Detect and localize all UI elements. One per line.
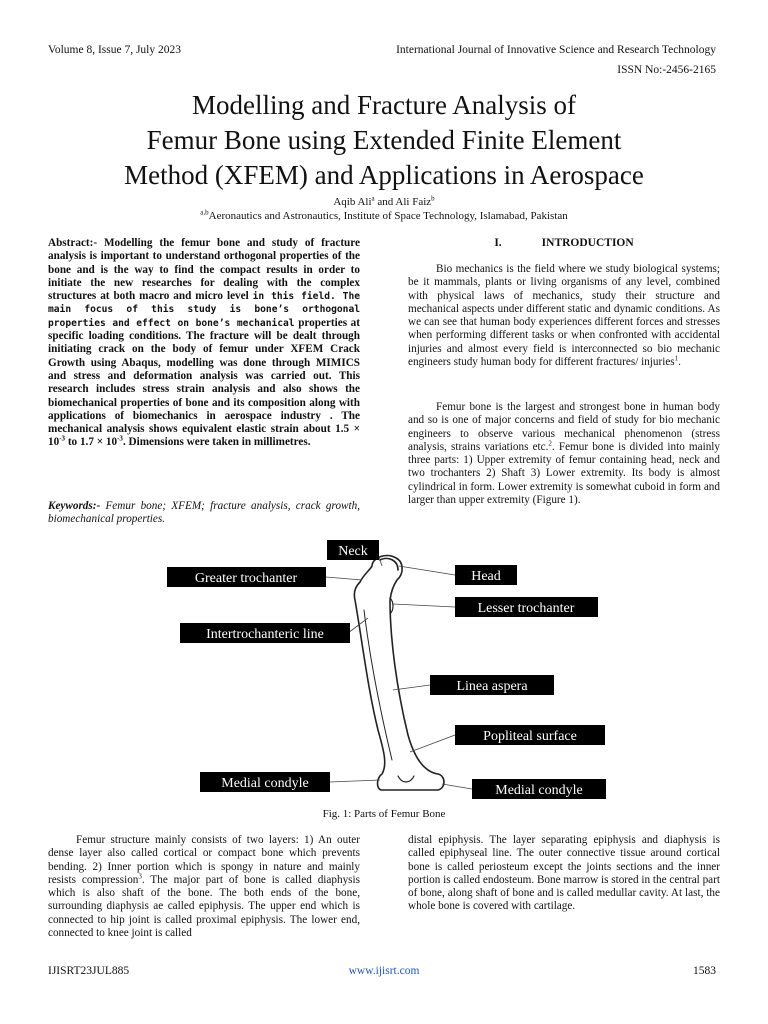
intro-p1-end: . <box>678 356 681 369</box>
section-heading-introduction <box>408 237 720 249</box>
intro-paragraph-1 <box>408 263 720 369</box>
label-intertrochanteric-line <box>180 623 350 643</box>
label-greater-trochanter-text: Greater trochanter <box>194 571 298 586</box>
leader-lines <box>326 554 472 789</box>
abstract-label: Abstract:- <box>48 237 98 249</box>
journal-name: International Journal of Innovative Science and Research Technology <box>396 44 716 56</box>
authors <box>0 196 768 208</box>
strain-to: to <box>65 436 80 449</box>
intro-paragraph-2 <box>408 401 720 507</box>
intro-p2-text-b: . Femur bone is divided into mainly three parts: 1) Upper extremity of femur containing head, neck and two trochanters 2) Shaft 3) Lower extremity. Its body is almost cylindrical in form. Lower extremity is somewhat cuboid in form and larger than upper extremity (Figure 1). <box>408 440 720 507</box>
keywords-label: Keywords:- <box>48 500 101 512</box>
label-linea-aspera <box>430 675 554 695</box>
label-head-text: Head <box>471 569 501 584</box>
label-popliteal-surface <box>455 725 605 745</box>
body-left-text-a: Femur structure mainly consists of two layers: 1) An outer dense layer also called cortical or compact bone which prevents bending. 2) Inner portion which is spongy in nature and mainly resists compression <box>48 834 360 886</box>
leader-greater-trochanter <box>326 577 362 580</box>
label-greater-trochanter <box>167 567 326 587</box>
label-medial-condyle-right-text: Medial condyle <box>495 783 583 798</box>
author-2: Ali Faiz <box>395 196 432 208</box>
affiliation <box>0 210 768 222</box>
label-medial-condyle-left <box>200 772 330 792</box>
leader-medial-condyle-left <box>330 780 380 782</box>
leader-medial-condyle-right <box>442 784 472 789</box>
affiliation-text: Aeronautics and Astronautics, Institute of Space Technology, Islamabad, Pakistan <box>208 210 568 222</box>
title-line-1: Modelling and Fracture Analysis of <box>192 90 576 120</box>
leader-popliteal-surface <box>410 735 455 752</box>
intro-p2-text-a: Femur bone is the largest and strongest bone in human body and so is one of major concerns and field of study for bio mechanic engineers to observe various mechanical phenomenon (stress analysis, strains variations etc. <box>408 401 720 453</box>
body-paragraph-right: distal epiphysis. The layer separating epiphysis and diaphysis is called epiphyseal line. The outer connective tissue around cortical bone is called periosteum except the joints sections and the inner portion is called endosteum. Bone marrow is stored in the central part of bone, along shaft of bone and is called medullar cavity. At last, the whole bone is covered with cartilage. <box>408 834 720 913</box>
label-lesser-trochanter <box>455 597 598 617</box>
label-linea-aspera-text: Linea aspera <box>456 679 528 694</box>
label-popliteal-surface-text: Popliteal surface <box>483 729 577 744</box>
label-medial-condyle-right <box>472 779 606 799</box>
figure-caption: Fig. 1: Parts of Femur Bone <box>322 808 446 820</box>
title-line-3: Method (XFEM) and Applications in Aerospace <box>124 160 644 190</box>
volume-info: Volume 8, Issue 7, July 2023 <box>48 44 181 56</box>
femur-outline <box>354 556 444 790</box>
author-2-sup: b <box>431 194 435 203</box>
abstract-part-1: Modelling the femur bone and study of fracture analysis is important to understand orthogonal properties of the bone and is the way to find the compact results in order to initiate the new researches for dealing with the complex structures at both macro and micro level <box>48 237 360 303</box>
intro-p1-text: Bio mechanics is the field where we study biological systems; be it mammals, plants or living organisms of any level, combined with physical laws of mechanics, study their structure and mechanical aspects under different static and dynamic conditions. As we can see that human body experiences different forces and stresses when performing different tasks or when confronted with accidental injuries and almost every field is interconnected so bio mechanic engineers study human body for different fractures/ injuries <box>408 263 720 369</box>
abstract-part-2: properties at specific loading conditions. The fracture will be dealt through initiating crack on the body of femur under XFEM Crack Growth using Abaqus, modelling was done through MIMICS and stress and deformation analysis was carried out. This research includes stress strain analysis and also shows the biomechanical properties of bone and its composition along with applications of biomechanics in aerospace industry . The mechanical analysis shows equivalent elastic strain about <box>48 316 360 436</box>
title-line-2: Femur Bone using Extended Finite Element <box>146 125 622 155</box>
label-intertrochanteric-line-text: Intertrochanteric line <box>206 627 324 642</box>
body-left-ref: 3 <box>138 872 142 881</box>
author-1: Aqib Ali <box>333 196 372 208</box>
body-paragraph-left <box>48 834 360 940</box>
keywords-text: Femur bone; XFEM; fracture analysis, crack growth, biomechanical properties. <box>48 500 360 526</box>
femur-figure <box>160 532 620 804</box>
figure-labels <box>167 540 606 799</box>
section-title: INTRODUCTION <box>541 237 634 249</box>
leader-lesser-trochanter <box>393 604 455 607</box>
footer-website-link[interactable]: www.ijisrt.com <box>348 965 420 977</box>
footer-article-id: IJISRT23JUL885 <box>48 965 130 977</box>
strain-a: 1.5 × 10 <box>48 423 361 449</box>
strain-b: 1.7 × 10 <box>79 436 118 449</box>
intro-p1-ref: 1 <box>674 354 679 363</box>
section-number: I. <box>494 237 502 249</box>
femur-condyle-notch <box>398 776 414 782</box>
femur-head <box>380 558 398 570</box>
label-head <box>455 565 517 585</box>
label-lesser-trochanter-text: Lesser trochanter <box>477 601 575 616</box>
label-medial-condyle-left-text: Medial condyle <box>221 776 309 791</box>
affiliation-sup: a,b <box>200 208 209 217</box>
keywords <box>48 500 360 527</box>
femur-bone-drawing <box>354 556 444 790</box>
label-neck <box>327 540 379 560</box>
abstract-part-mono: in this field. The main focus of this study is bone’s orthogonal properties and effect on bone’s mechanical <box>48 291 361 329</box>
abstract-part-3: . Dimensions were taken in millimetres. <box>122 436 311 449</box>
intro-p2-ref: 2 <box>548 439 552 448</box>
footer-page-number: 1583 <box>693 965 716 977</box>
abstract <box>48 237 360 450</box>
body-left-text-b: . The major part of bone is called diaphysis which is also shaft of the bone. The both ends of the bone, surrounding diaphysis ae called epiphysis. The upper end which is connected to hip joint is called proximal epiphysis. The lower end, connected to knee joint is called <box>48 873 360 940</box>
strain-a-exp: -3 <box>59 434 66 443</box>
issn: ISSN No:-2456-2165 <box>617 64 716 76</box>
leader-head <box>399 566 455 575</box>
paper-title <box>40 88 728 193</box>
author-1-sup: a <box>371 194 375 203</box>
label-neck-text: Neck <box>338 544 368 559</box>
strain-b-exp: -3 <box>117 434 123 443</box>
authors-and: and <box>374 196 396 208</box>
